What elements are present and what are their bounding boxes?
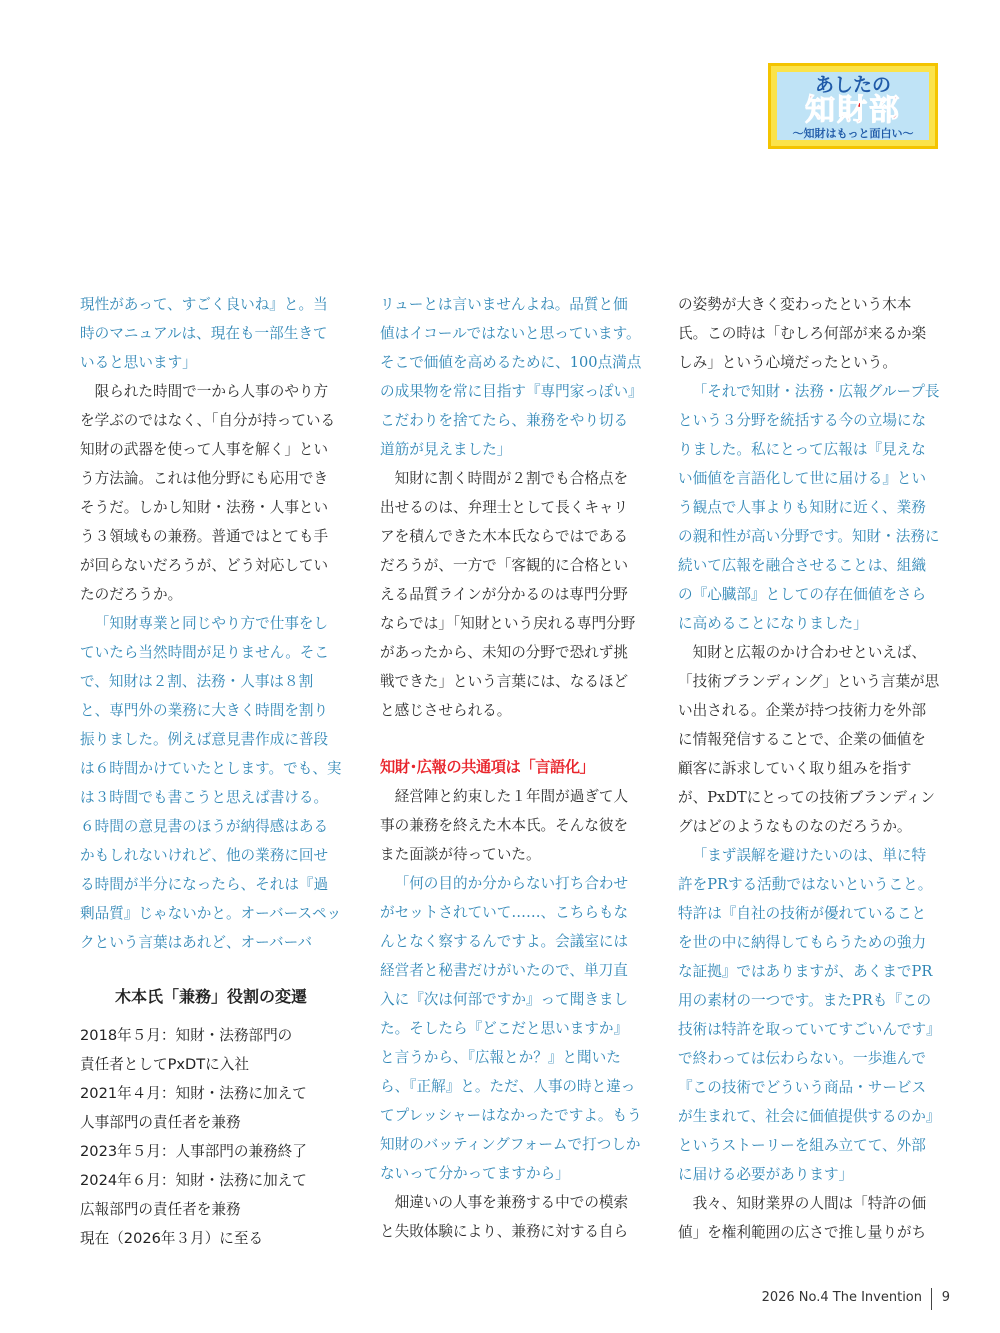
page-number: 9 — [941, 1290, 950, 1305]
timeline-line: 現在（2026年３月）に至る — [80, 1230, 264, 1247]
issue-label: 2026 No.4 The Invention — [761, 1290, 922, 1305]
timeline-title: 木本氏「兼務」役割の変遷 — [114, 987, 307, 1006]
col3-paragraph-3: 知財と広報のかけ合わせといえば、「技術ブランディング」という言葉が思い出される。企業が持つ技術力を外部に情報発信することで、企業の価値を顧客に訴求していく取り組みを指すが、PxDTにとっての技術ブランディングはどのようなものなのだろうか。 — [678, 644, 940, 835]
logo-line3: 〜知財はもっと面白い〜 — [792, 127, 914, 140]
timeline-line: 2024年６月：知財・法務に加えて — [80, 1172, 307, 1189]
timeline-line: 責任者としてPxDTに入社 — [80, 1056, 249, 1073]
col3-paragraph-2: 「それで知財・法務・広報グループ長という３分野を統括する今の立場になりました。私にとって広報は『見えない価値を言語化して世に届ける』という観点で人事よりも知財に近く、業務の親和性が高い分野です。知財・法務に続いて広報を融合させることは、組織の『心臓部』としての存在価値をさらに高めることになりました」 — [678, 383, 940, 632]
page-footer — [752, 1288, 962, 1310]
footer-divider — [931, 1288, 932, 1310]
column-3 — [678, 290, 940, 1247]
col2-paragraph-3: 経営陣と約束した１年間が過ぎて人事の兼務を終えた木本氏。そんな彼をまた面談が待っていた。 — [380, 788, 629, 863]
col2-paragraph-2: 知財に割く時間が２割でも合格点を出せるのは、弁理士として長くキャリアを積んできた木本氏ならではであるだろうが、一方で「客観的に合格といえる品質ラインが分かるのは専門分野ならでは」「知財という戻れる専門分野があったから、未知の分野で恐れず挑戦できた」という言葉には、なるほどと感じさせられる。 — [380, 470, 636, 719]
col1-paragraph-3: 「知財専業と同じやり方で仕事をしていたら当然時間が足りません。そこで、知財は２割、法務・人事は８割と、専門外の業務に大きく時間を割り振りました。例えば意見書作成に普段は６時間かけていたとします。でも、実は３時間でも書こうと思えば書ける。６時間の意見書のほうが納得感はあるかもしれないけれど、他の業務に回せる時間が半分になったら、それは『過剰品質』じゃないかと。オーバースペックという言葉はあれど、オーバーバ — [80, 615, 342, 951]
timeline-line: 2018年５月：知財・法務部門の — [80, 1027, 293, 1044]
logo-line2: 知財部 — [805, 93, 901, 128]
timeline-list — [80, 1021, 342, 1253]
timeline-line: 2023年５月：人事部門の兼務終了 — [80, 1143, 307, 1160]
logo-panel — [777, 72, 929, 140]
col2-paragraph-1: リューとは言いませんよね。品質と価値はイコールではないと思っています。そこで価値を高めるために、100点満点の成果物を常に目指す『専門家っぽい』こだわりを捨てたら、兼務をやり切る道筋が見えました」 — [380, 296, 642, 458]
column-2 — [380, 290, 642, 1246]
col2-paragraph-5: 畑違いの人事を兼務する中での模索と失敗体験により、兼務に対する自ら — [380, 1194, 629, 1240]
timeline-line: 2021年４月：知財・法務に加えて — [80, 1085, 307, 1102]
timeline-line: 広報部門の責任者を兼務 — [80, 1201, 241, 1218]
col1-paragraph-2: 限られた時間で一から人事のやり方を学ぶのではなく、「自分が持っている知財の武器を使って人事を解く」という方法論。これは他分野にも応用できそうだ。しかし知財・法務・人事という３領域もの兼務。普通ではとても手が回らないだろうが、どう対応していたのだろうか。 — [80, 383, 336, 603]
logo-line1: あしたの — [814, 74, 891, 96]
col3-paragraph-4: 「まず誤解を避けたいのは、単に特許をPRする活動ではないということ。特許は『自社の技術が優れていることを世の中に納得してもらうための強力な証拠』ではありますが、あくまでPR用の素材の一つです。またPRも『この技術は特許を取っていてすごいんです』で終わっては伝わらない。一歩進んで『この技術でどういう商品・サービスが生まれて、社会に価値提供するのか』というストーリーを組み立てて、外部に届ける必要があります」 — [678, 847, 934, 1183]
col1-paragraph-1: 現性があって、すごく良いね』と。当時のマニュアルは、現在も一部生きていると思います」 — [80, 296, 328, 371]
series-logo — [768, 63, 938, 149]
section-heading: 知財･広報の共通項は「言語化」 — [380, 758, 595, 776]
col3-paragraph-1: の姿勢が大きく変わったという木本氏。この時は「むしろ何部が来るか楽しみ」という心境だったという。 — [678, 296, 927, 371]
column-1 — [80, 290, 342, 1253]
col2-paragraph-4: 「何の目的か分からない打ち合わせがセットされていて……、こちらもなんとなく察するんですよ。会議室には経営者と秘書だけがいたので、単刀直入に『次は何部ですか』って聞きました。そしたら『どこだと思いますか』と言うから、『広報とか？』と聞いたら、『正解』と。ただ、人事の時と違ってプレッシャーはなかったですよ。もう知財のバッティングフォームで打つしかないって分かってますから」 — [380, 875, 642, 1182]
timeline-line: 人事部門の責任者を兼務 — [80, 1114, 241, 1131]
col3-paragraph-5: 我々、知財業界の人間は「特許の価値」を権利範囲の広さで推し量りがち — [678, 1195, 927, 1241]
